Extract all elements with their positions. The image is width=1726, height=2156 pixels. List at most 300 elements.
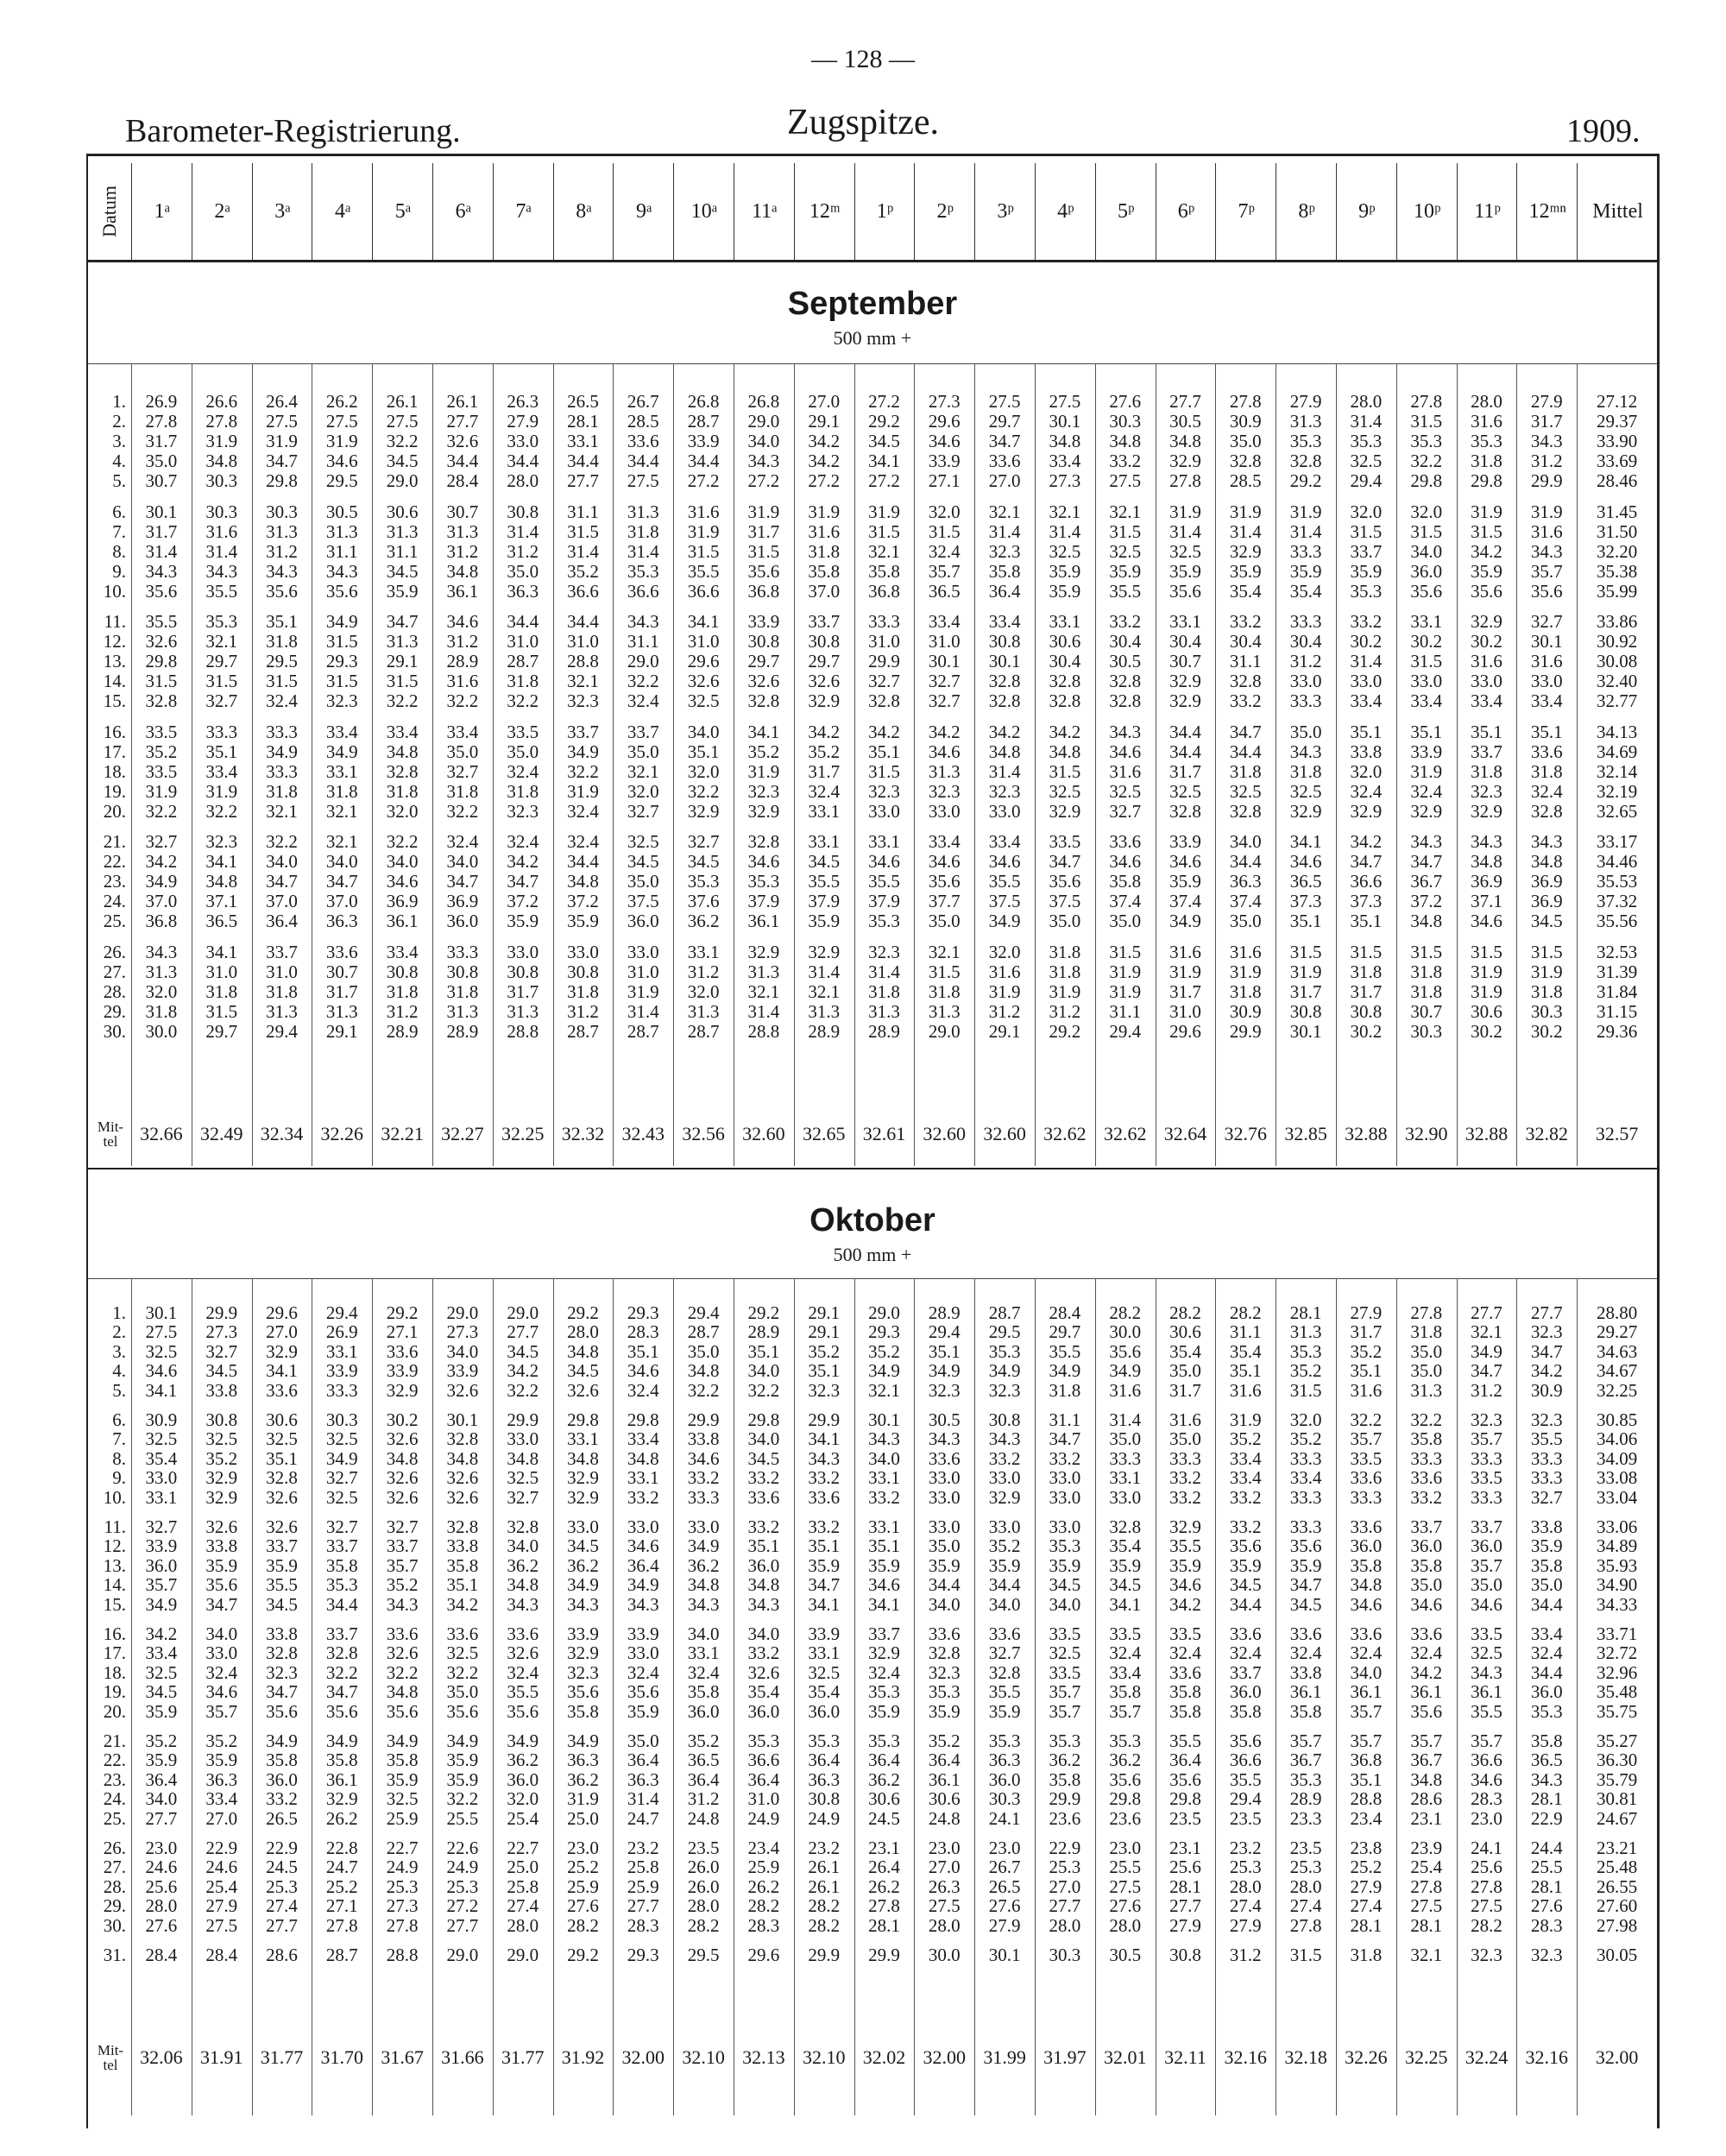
mittel-cell: 32.88 <box>1345 1123 1388 1144</box>
table-cell: 22.7 <box>507 1838 539 1858</box>
table-cell: 34.3 <box>1530 1768 1563 1790</box>
table-cell: 26.5 <box>988 1875 1021 1897</box>
table-cell: 35.0 <box>1169 1428 1201 1450</box>
table-cell: 29.6 <box>266 1302 298 1323</box>
table-cell: 30.3 <box>988 1788 1021 1810</box>
table-cell: 31.6 <box>808 520 841 542</box>
table-cell: 36.2 <box>868 1768 900 1790</box>
table-cell: 35.9 <box>868 1700 900 1722</box>
table-cell: 24.6 <box>145 1857 178 1878</box>
mittel-cell: 31.91 <box>199 2046 243 2068</box>
table-cell: 27.1 <box>386 1321 419 1343</box>
row-day: 30. <box>103 1914 126 1936</box>
page-number: — 128 — <box>811 45 915 73</box>
table-cell: 25.3 <box>1049 1857 1081 1878</box>
table-cell: 35.3 <box>1350 580 1383 602</box>
table-cell: 25.9 <box>627 1875 659 1897</box>
table-cell: 31.9 <box>567 780 599 802</box>
table-cell: 34.1 <box>747 721 780 742</box>
table-cell: 32.1 <box>928 941 961 962</box>
table-cell: 37.9 <box>808 891 841 912</box>
table-cell: 34.5 <box>386 451 419 472</box>
table-cell: 34.8 <box>1530 851 1563 873</box>
table-cell: 36.3 <box>325 911 358 932</box>
table-cell: 26.9 <box>325 1321 358 1343</box>
table-cell: 37.5 <box>627 891 659 912</box>
column-header-hour: 3ᵃ <box>252 163 313 260</box>
row-mittel-cell: 30.08 <box>1596 651 1638 672</box>
table-cell: 34.6 <box>145 1360 178 1382</box>
table-cell: 31.3 <box>627 501 659 522</box>
table-cell: 34.7 <box>1289 1574 1322 1596</box>
table-cell: 35.4 <box>1229 580 1262 602</box>
table-cell: 30.3 <box>205 501 238 522</box>
table-cell: 33.2 <box>1049 1447 1081 1469</box>
table-cell: 29.9 <box>868 651 900 672</box>
table-row <box>88 1701 1657 1721</box>
table-cell: 26.5 <box>567 391 599 412</box>
table-cell: 33.8 <box>446 1535 479 1557</box>
table-cell: 35.8 <box>1530 1730 1563 1751</box>
table-cell: 34.1 <box>808 1428 841 1450</box>
mittel-cell: 32.10 <box>802 2046 846 2068</box>
table-cell: 24.9 <box>747 1807 780 1829</box>
row-day: 10. <box>103 580 126 602</box>
table-row <box>88 1555 1657 1575</box>
table-cell: 34.8 <box>205 871 238 892</box>
table-cell: 27.7 <box>1169 1895 1201 1917</box>
table-cell: 24.8 <box>687 1807 720 1829</box>
table-cell: 35.0 <box>687 1340 720 1362</box>
table-cell: 34.7 <box>1530 1340 1563 1362</box>
column-header-hour: 7ᵃ <box>493 163 554 260</box>
table-cell: 33.4 <box>988 611 1021 632</box>
table-cell: 34.5 <box>507 1340 539 1362</box>
table-cell: 33.0 <box>1471 671 1502 692</box>
table-cell: 34.6 <box>325 451 358 472</box>
table-cell: 32.8 <box>1109 1516 1142 1537</box>
table-cell: 34.4 <box>507 451 539 472</box>
row-day: 17. <box>103 1642 126 1664</box>
table-cell: 35.9 <box>386 580 419 602</box>
table-row <box>88 761 1657 781</box>
table-cell: 30.6 <box>1049 631 1081 652</box>
table-cell: 31.1 <box>1109 1000 1142 1022</box>
table-cell: 35.9 <box>507 911 539 932</box>
table-cell: 31.0 <box>627 961 659 982</box>
table-cell: 27.7 <box>1530 1302 1563 1323</box>
table-cell: 35.3 <box>1471 431 1502 452</box>
table-cell: 33.0 <box>1350 671 1383 692</box>
table-cell: 34.5 <box>145 1681 178 1703</box>
table-cell: 34.2 <box>988 721 1021 742</box>
column-header-hour: 6ᵃ <box>432 163 494 260</box>
table-cell: 31.8 <box>1471 760 1502 782</box>
table-cell: 36.0 <box>1471 1535 1502 1557</box>
table-cell: 34.3 <box>808 1447 841 1469</box>
table-cell: 33.2 <box>1229 690 1262 712</box>
table-cell: 27.5 <box>928 1895 961 1917</box>
row-mittel-cell: 35.56 <box>1596 911 1638 932</box>
table-cell: 32.4 <box>928 540 961 562</box>
table-cell: 32.0 <box>627 780 659 802</box>
row-day: 29. <box>103 1000 126 1022</box>
table-cell: 33.1 <box>687 941 720 962</box>
table-cell: 33.6 <box>1530 741 1563 762</box>
table-cell: 28.0 <box>1049 1914 1081 1936</box>
table-cell: 35.0 <box>145 451 178 472</box>
table-cell: 31.5 <box>1109 941 1142 962</box>
table-cell: 34.7 <box>386 611 419 632</box>
table-cell: 32.6 <box>507 1642 539 1664</box>
mittel-cell: 32.16 <box>1525 2046 1569 2068</box>
table-cell: 32.2 <box>386 690 419 712</box>
table-cell: 23.0 <box>928 1838 961 1858</box>
table-cell: 30.3 <box>1049 1945 1081 1965</box>
table-cell: 34.9 <box>687 1535 720 1557</box>
row-mittel-cell: 33.17 <box>1596 831 1638 852</box>
table-cell: 34.7 <box>446 871 479 892</box>
table-cell: 32.3 <box>1530 1321 1563 1343</box>
table-cell: 33.4 <box>1289 1467 1322 1489</box>
table-cell: 36.7 <box>1410 1749 1443 1771</box>
table-cell: 34.2 <box>145 1623 178 1644</box>
table-cell: 35.8 <box>1530 1554 1563 1576</box>
table-cell: 29.0 <box>446 1302 479 1323</box>
table-cell: 33.3 <box>266 721 298 742</box>
table-cell: 36.6 <box>1471 1749 1502 1771</box>
table-cell: 28.2 <box>747 1895 780 1917</box>
table-cell: 31.9 <box>1109 961 1142 982</box>
table-cell: 33.1 <box>1049 611 1081 632</box>
row-mittel-cell: 36.30 <box>1596 1749 1638 1771</box>
table-cell: 28.3 <box>627 1321 659 1343</box>
table-cell: 25.3 <box>1229 1857 1262 1878</box>
table-cell: 31.8 <box>1229 760 1262 782</box>
table-cell: 33.3 <box>205 721 238 742</box>
table-cell: 29.4 <box>1109 1020 1142 1042</box>
table-cell: 34.4 <box>687 451 720 472</box>
table-cell: 30.8 <box>507 961 539 982</box>
table-cell: 34.8 <box>988 741 1021 762</box>
row-mittel-cell: 33.69 <box>1596 451 1638 472</box>
table-cell: 31.9 <box>1471 501 1502 522</box>
table-cell: 31.3 <box>325 520 358 542</box>
table-cell: 33.4 <box>928 611 961 632</box>
table-cell: 32.2 <box>446 1788 479 1810</box>
table-cell: 34.2 <box>808 451 841 472</box>
table-cell: 32.8 <box>1169 800 1201 822</box>
table-cell: 32.8 <box>747 690 780 712</box>
table-cell: 27.9 <box>1229 1914 1262 1936</box>
table-cell: 26.2 <box>325 1807 358 1829</box>
table-cell: 27.8 <box>1410 391 1443 412</box>
table-cell: 34.6 <box>1169 1574 1201 1596</box>
table-cell: 31.3 <box>446 1000 479 1022</box>
table-cell: 29.3 <box>325 651 358 672</box>
row-day: 12. <box>103 631 126 652</box>
table-cell: 35.6 <box>1169 580 1201 602</box>
table-cell: 31.4 <box>1350 651 1383 672</box>
table-cell: 35.8 <box>325 1554 358 1576</box>
table-cell: 24.4 <box>1530 1838 1563 1858</box>
table-cell: 37.6 <box>687 891 720 912</box>
table-cell: 36.2 <box>567 1768 599 1790</box>
table-cell: 32.5 <box>1169 780 1201 802</box>
table-cell: 32.6 <box>567 1379 599 1401</box>
table-cell: 27.0 <box>928 1857 961 1878</box>
table-cell: 34.7 <box>988 431 1021 452</box>
mittel-cell: 32.57 <box>1595 1123 1639 1144</box>
table-cell: 34.8 <box>567 1340 599 1362</box>
month-title: September <box>787 286 958 322</box>
table-cell: 35.6 <box>747 560 780 582</box>
table-cell: 33.6 <box>1410 1467 1443 1489</box>
table-cell: 33.8 <box>266 1623 298 1644</box>
table-cell: 31.0 <box>507 631 539 652</box>
table-cell: 27.7 <box>507 1321 539 1343</box>
row-day: 31. <box>103 1945 126 1965</box>
table-cell: 35.7 <box>1530 560 1563 582</box>
table-cell: 34.4 <box>928 1574 961 1596</box>
table-cell: 32.7 <box>145 831 178 852</box>
row-day: 26. <box>103 941 126 962</box>
row-day: 2. <box>112 411 126 432</box>
row-day: 4. <box>112 1360 126 1382</box>
table-cell: 33.7 <box>1471 741 1502 762</box>
table-cell: 22.9 <box>1530 1807 1563 1829</box>
table-cell: 32.3 <box>988 780 1021 802</box>
table-cell: 28.0 <box>1471 391 1502 412</box>
table-cell: 23.5 <box>1169 1807 1201 1829</box>
table-cell: 35.6 <box>205 1574 238 1596</box>
table-cell: 35.2 <box>808 1340 841 1362</box>
table-cell: 28.2 <box>1471 1914 1502 1936</box>
table-row <box>88 1321 1657 1341</box>
table-cell: 36.4 <box>868 1749 900 1771</box>
table-cell: 31.9 <box>205 431 238 452</box>
table-cell: 33.2 <box>988 1447 1021 1469</box>
table-cell: 37.4 <box>1229 891 1262 912</box>
mittel-cell: 32.25 <box>1404 2046 1448 2068</box>
table-cell: 36.9 <box>446 891 479 912</box>
table-cell: 32.9 <box>1289 800 1322 822</box>
table-cell: 27.5 <box>386 411 419 432</box>
table-cell: 33.4 <box>1109 1661 1142 1683</box>
table-cell: 32.9 <box>1471 800 1502 822</box>
table-cell: 33.9 <box>325 1360 358 1382</box>
table-cell: 35.5 <box>145 611 178 632</box>
table-cell: 30.6 <box>868 1788 900 1810</box>
table-cell: 33.3 <box>1109 1447 1142 1469</box>
table-cell: 32.3 <box>1530 1409 1563 1430</box>
table-cell: 34.0 <box>747 1623 780 1644</box>
table-cell: 28.8 <box>747 1020 780 1042</box>
table-cell: 34.7 <box>1471 1360 1502 1382</box>
table-cell: 25.2 <box>1350 1857 1383 1878</box>
table-cell: 35.6 <box>1109 1768 1142 1790</box>
table-cell: 31.4 <box>1169 520 1201 542</box>
table-cell: 35.9 <box>145 1749 178 1771</box>
table-cell: 31.6 <box>1229 1379 1262 1401</box>
table-cell: 35.6 <box>507 1700 539 1722</box>
table-cell: 31.8 <box>868 980 900 1002</box>
table-cell: 31.6 <box>1471 411 1502 432</box>
table-cell: 27.2 <box>808 470 841 492</box>
table-cell: 30.9 <box>145 1409 178 1430</box>
table-cell: 34.6 <box>1471 1593 1502 1615</box>
table-cell: 34.0 <box>386 851 419 873</box>
table-cell: 23.0 <box>1471 1807 1502 1829</box>
table-cell: 33.7 <box>325 1535 358 1557</box>
table-cell: 31.4 <box>1350 411 1383 432</box>
table-cell: 32.7 <box>928 671 961 692</box>
table-cell: 34.3 <box>687 1593 720 1615</box>
table-cell: 31.9 <box>1169 961 1201 982</box>
table-cell: 29.8 <box>747 1409 780 1430</box>
table-cell: 32.9 <box>1169 671 1201 692</box>
table-cell: 29.4 <box>1350 470 1383 492</box>
table-row <box>88 411 1657 431</box>
table-cell: 35.0 <box>627 1730 659 1751</box>
table-cell: 30.2 <box>1471 631 1502 652</box>
table-cell: 35.2 <box>145 741 178 762</box>
table-cell: 32.0 <box>507 1788 539 1810</box>
column-header-mittel: Mittel <box>1577 163 1658 260</box>
table-cell: 27.8 <box>1471 1875 1502 1897</box>
table-cell: 35.7 <box>1049 1700 1081 1722</box>
table-cell: 29.9 <box>205 1302 238 1323</box>
table-cell: 31.6 <box>1169 941 1201 962</box>
table-cell: 25.2 <box>325 1875 358 1897</box>
table-cell: 32.2 <box>507 1379 539 1401</box>
table-cell: 34.2 <box>928 721 961 742</box>
row-day: 27. <box>103 1857 126 1878</box>
table-cell: 29.2 <box>1049 1020 1081 1042</box>
table-cell: 32.3 <box>1471 1945 1502 1965</box>
table-cell: 32.7 <box>988 1642 1021 1664</box>
table-cell: 29.8 <box>567 1409 599 1430</box>
table-cell: 23.6 <box>1049 1807 1081 1829</box>
table-cell: 29.7 <box>205 1020 238 1042</box>
table-cell: 32.2 <box>266 831 298 852</box>
table-cell: 31.7 <box>1169 980 1201 1002</box>
table-cell: 31.9 <box>747 760 780 782</box>
table-cell: 34.7 <box>1410 851 1443 873</box>
table-cell: 25.5 <box>446 1807 479 1829</box>
table-cell: 31.4 <box>1109 1409 1142 1430</box>
table-cell: 35.6 <box>928 871 961 892</box>
table-cell: 30.5 <box>1169 411 1201 432</box>
table-cell: 31.5 <box>1109 520 1142 542</box>
table-cell: 29.5 <box>325 470 358 492</box>
table-cell: 36.2 <box>567 1554 599 1576</box>
row-day: 15. <box>103 1593 126 1615</box>
table-cell: 32.5 <box>446 1642 479 1664</box>
table-cell: 31.2 <box>266 540 298 562</box>
table-cell: 34.3 <box>1530 831 1563 852</box>
table-cell: 31.7 <box>808 760 841 782</box>
table-cell: 29.8 <box>1471 470 1502 492</box>
table-cell: 33.0 <box>567 941 599 962</box>
table-cell: 30.3 <box>1530 1000 1563 1022</box>
table-cell: 34.6 <box>627 1360 659 1382</box>
table-cell: 36.5 <box>205 911 238 932</box>
row-day: 3. <box>112 1340 126 1362</box>
table-cell: 34.8 <box>1049 431 1081 452</box>
table-row <box>88 981 1657 1001</box>
table-cell: 35.8 <box>808 560 841 582</box>
table-cell: 31.9 <box>1471 961 1502 982</box>
table-cell: 33.2 <box>868 1486 900 1508</box>
table-cell: 35.1 <box>808 1535 841 1557</box>
table-cell: 31.8 <box>627 520 659 542</box>
table-cell: 34.9 <box>567 1730 599 1751</box>
table-cell: 35.3 <box>1289 431 1322 452</box>
table-cell: 33.2 <box>1350 611 1383 632</box>
table-cell: 34.8 <box>386 1447 419 1469</box>
table-cell: 35.9 <box>1049 560 1081 582</box>
table-cell: 31.6 <box>687 501 720 522</box>
table-cell: 35.1 <box>627 1340 659 1362</box>
table-cell: 33.4 <box>988 831 1021 852</box>
table-cell: 34.3 <box>386 1593 419 1615</box>
table-cell: 27.9 <box>1530 391 1563 412</box>
column-header-hour: 4ᵃ <box>312 163 373 260</box>
table-cell: 36.4 <box>266 911 298 932</box>
table-cell: 33.3 <box>1530 1447 1563 1469</box>
table-cell: 32.6 <box>747 671 780 692</box>
table-cell: 35.3 <box>1530 1700 1563 1722</box>
table-cell: 31.8 <box>808 540 841 562</box>
table-cell: 32.1 <box>747 980 780 1002</box>
table-cell: 31.6 <box>205 520 238 542</box>
mittel-cell: 32.88 <box>1465 1123 1509 1144</box>
table-cell: 27.3 <box>386 1895 419 1917</box>
table-cell: 35.8 <box>1049 1768 1081 1790</box>
table-cell: 23.3 <box>1289 1807 1322 1829</box>
table-cell: 33.7 <box>1350 540 1383 562</box>
table-cell: 33.8 <box>1289 1661 1322 1683</box>
table-cell: 34.6 <box>928 851 961 873</box>
table-cell: 33.2 <box>1109 611 1142 632</box>
table-cell: 32.5 <box>325 1486 358 1508</box>
table-cell: 33.0 <box>1530 671 1563 692</box>
table-cell: 35.9 <box>868 1554 900 1576</box>
table-cell: 35.6 <box>1471 580 1502 602</box>
table-cell: 34.9 <box>1169 911 1201 932</box>
table-cell: 28.4 <box>145 1945 178 1965</box>
table-cell: 27.1 <box>325 1895 358 1917</box>
table-cell: 34.4 <box>1229 851 1262 873</box>
table-cell: 36.0 <box>747 1554 780 1576</box>
table-cell: 34.0 <box>145 1788 178 1810</box>
table-cell: 35.9 <box>1229 1554 1262 1576</box>
row-mittel-cell: 34.63 <box>1596 1340 1638 1362</box>
column-header-datum <box>88 163 131 260</box>
table-cell: 34.0 <box>205 1623 238 1644</box>
table-cell: 36.0 <box>747 1700 780 1722</box>
table-cell: 27.0 <box>988 470 1021 492</box>
table-cell: 29.1 <box>988 1020 1021 1042</box>
table-cell: 31.2 <box>1229 1945 1262 1965</box>
table-cell: 35.5 <box>988 871 1021 892</box>
column-header-hour: 11ᵃ <box>734 163 795 260</box>
mittel-cell: 32.25 <box>501 1123 545 1144</box>
table-cell: 31.3 <box>386 631 419 652</box>
table-cell: 35.3 <box>868 1730 900 1751</box>
table-cell: 33.3 <box>1289 540 1322 562</box>
